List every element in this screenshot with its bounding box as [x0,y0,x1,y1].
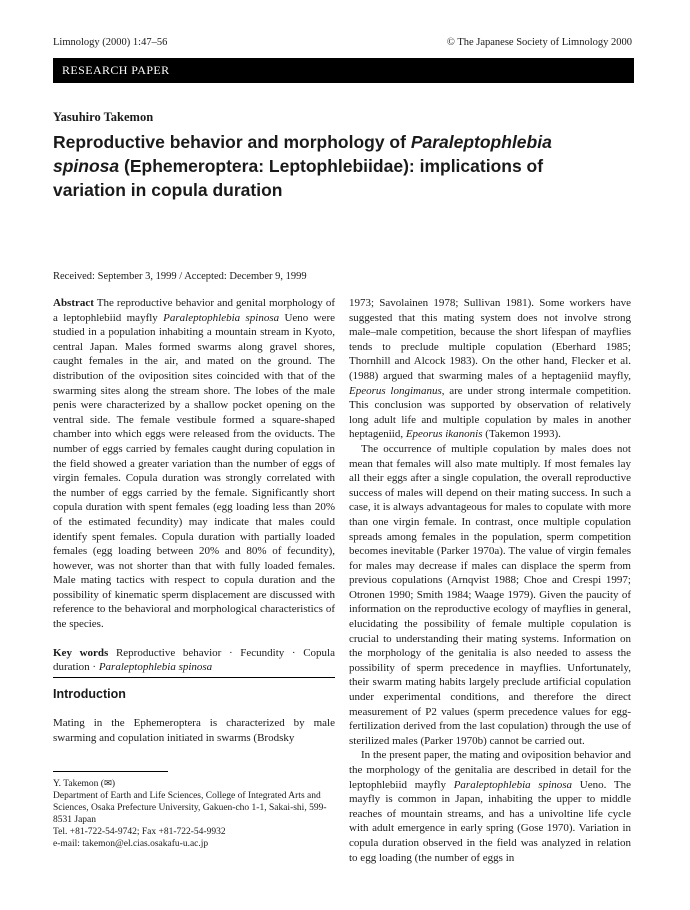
email-line: e-mail: takemon@el.cias.osakafu-u.ac.jp [53,839,209,849]
copyright-notice: © The Japanese Society of Limnology 2000 [446,37,632,48]
title-species: Paraleptophlebia spinosa [53,132,552,176]
correspondence-line: Y. Takemon (✉) [53,779,116,789]
keywords-label: Key words [53,646,109,659]
p3-text-a: In the present paper, the mating and oviposition behavior and the morphology of the genitalia are described in detail for the leptophlebiid mayfly [349,749,631,791]
abstract-label: Abstract [53,297,94,309]
author-name: Yasuhiro Takemon [53,110,154,124]
title-part-2: (Ephemeroptera: Leptophlebiidae): implications of variation in copula duration [53,156,544,200]
title-part-1: Reproductive behavior and morphology of [53,132,411,152]
body-paragraph-3 [349,748,631,865]
received-dates: Received: September 3, 1999 / Accepted: December 9, 1999 [53,271,307,282]
p1-species-b: Epeorus ikanonis [405,428,483,441]
p3-text-b: Ueno. The mayfly is common in Japan, inhabiting the upper to middle reaches of mountain streams, and has a univoltine life cycle with adult emergence in early spring (Gose 1970). Variation in copula duration observed in the field was analyzed in relation to egg loading (the number of eggs in [349,778,632,864]
journal-citation: Limnology (2000) 1:47–56 [53,37,168,48]
body-paragraph-1 [349,296,631,442]
abstract-text-1: The reproductive behavior and genital morphology of a leptophlebiid mayfly [53,297,335,324]
p1-text-b: , are under strong intermale competition. This conclusion was supported by observation of relatively long adult life and multiple copulation by males in another heptageniid, [349,384,632,441]
keywords [53,646,335,675]
keywords-species: Paraleptophlebia spinosa [98,661,213,674]
keywords-text: Reproductive behavior · Fecundity · Copula duration · [53,646,335,674]
paper-title [53,130,613,202]
footnote-divider [53,771,168,772]
introduction-text: Mating in the Ephemeroptera is characterized by male swarming and copulation initiated in swarms (Brodsky [53,717,335,744]
introduction-heading: Introduction [53,687,126,701]
abstract-text-2: Ueno were studied in a population inhabiting a mountain stream in Kyoto, central Japan. Males formed swarms along gravel shores, caught females in the air, and mated on the ground. The distribution of the oviposition sites coincided with that of the swarming sites along the stream shore. The lobes of the male penis were characterized by a shallow pocket opening on the ventral side. The female vestibule formed a square-shaped chamber into which eggs were released from the oviducts. The number of eggs carried by females caught during copulation in the field showed a greater variation than the number of eggs of virgin females. Copula duration was strongly correlated with the number of eggs carried by the female. Significantly short copula duration with spent females (egg loading less than 20% of the estimated fecundity) may indicate that males could identify spent females. Copula duration with partially loaded females (egg loading between 20% and 80% of fecundity), however, was not shorter than that with fully loaded females. Male mating tactics with respect to copula duration and the possibility of kinematic sperm displacement are discussed with reference to the behavioral and morphological characteristics of the species. [53,311,336,631]
banner-label: RESEARCH PAPER [62,63,170,77]
phone-fax-line: Tel. +81-722-54-9742; Fax +81-722-54-9932 [53,827,226,837]
right-column [349,296,631,865]
p1-species-a: Epeorus longimanus [349,384,442,397]
p3-species: Paraleptophlebia spinosa [453,778,573,791]
affiliation-line: Department of Earth and Life Sciences, College of Integrated Arts and Sciences, Osaka Prefecture University, Gakuen-cho 1-1, Sakai-shi, 599-8531 Japan [53,791,327,825]
p1-text-c: (Takemon 1993). [482,428,561,441]
abstract-species: Paraleptophlebia spinosa [163,311,280,324]
body-paragraph-2: The occurrence of multiple copulation by males does not mean that females will also mate multiply. If most females lay all their eggs after a single copulation, the overall reproductive success of males will depend on their mating success. In such a case, it is always advantageous for males to copulate with more than one virgin female. In contrast, once multiple copulation spreads among females in the population, sperm competition becomes inevitable (Parker 1970a). The value of virgin females for males may decrease if males can displace the sperm from previous copulations (Arnqvist 1988; Choe and Crespi 1997; Otronen 1990; Smith 1984; Waage 1979). Given the paucity of information on the reproductive ecology of mayflies in general, elucidating the possibility of female multiple copulation is crucial to understanding their mating systems. Information on the morphology of the genitalia is also needed to assess the possibility of sperm precedence in mayflies. Unfortunately, their swarm mating habits largely preclude artificial copulation under experimental conditions, and therefore the direct measurement of P2 values (sperm precedence values for egg-fertilization derived from the last copulation) through the use of sterilized males (Parker 1970b) cannot be carried out. [349,442,631,747]
abstract [53,296,335,632]
section-divider [53,677,335,678]
left-column [53,296,335,675]
author-footnote [53,778,335,850]
p1-text-a: 1973; Savolainen 1978; Sullivan 1981). Some workers have suggested that this mating system does not involve strong male–male competition, because the short lifespan of mayflies tends to preclude multiple copulation (Eberhard 1985; Thornhill and Alcock 1983). On the other hand, Flecker et al. (1988) argued that swarming males of a heptageniid mayfly, [349,297,631,382]
